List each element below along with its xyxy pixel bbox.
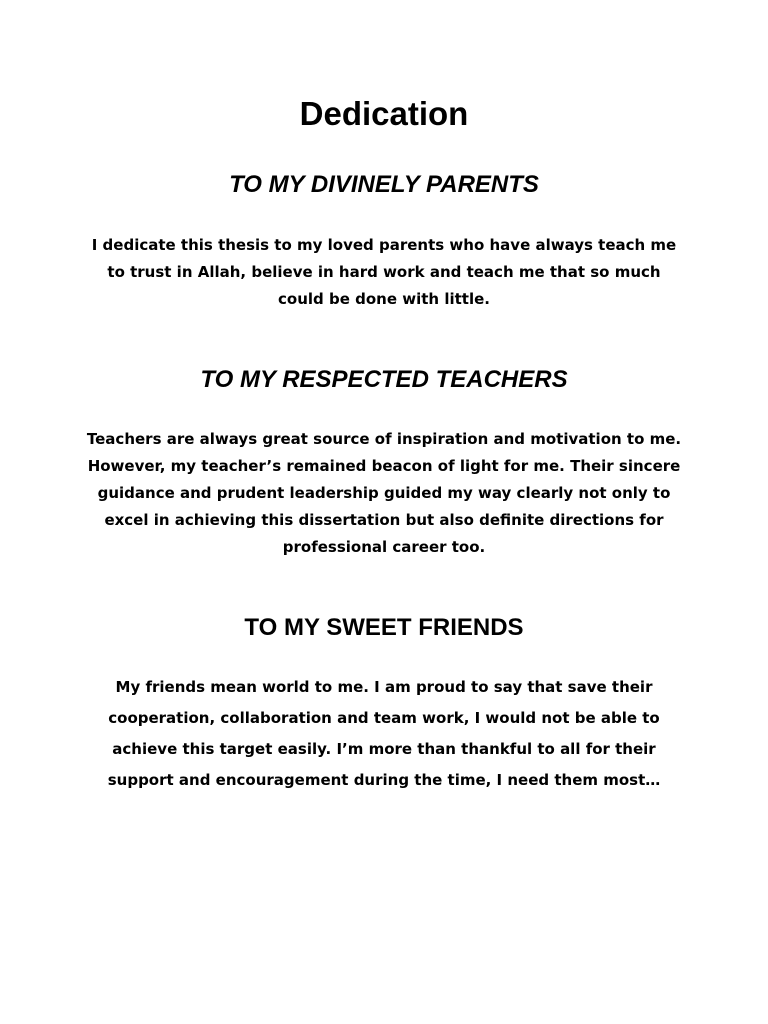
section-heading-teachers: TO MY RESPECTED TEACHERS [200,366,568,393]
section-body-teachers: Teachers are always great source of inspiration and motivation to me. However, my teacher’s remained beacon of light for me. Their sincere guidance and prudent leadership guided my way clearly not only to excel in achieving this dissertation but also definite directions for professional career too. [86,430,682,556]
section-heading-friends: TO MY SWEET FRIENDS [244,614,524,641]
section-body-parents: I dedicate this thesis to my loved parents who have always teach me to trust in Allah, believe in hard work and teach me that so much could be done with little. [91,236,677,308]
page-title: Dedication [299,95,469,132]
section-body-friends: My friends mean world to me. I am proud to say that save their cooperation, collaboration and team work, I would not be able to achieve this target easily. I’m more than thankful to all for their support and encouragement during the time, I need them most… [107,678,661,789]
section-heading-parents: TO MY DIVINELY PARENTS [229,171,539,198]
